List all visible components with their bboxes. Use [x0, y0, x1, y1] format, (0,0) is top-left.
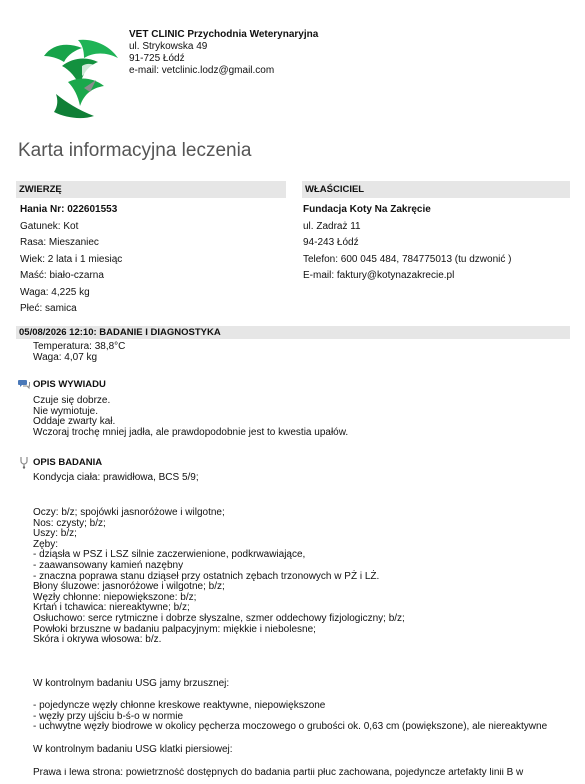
animal-age: Wiek: 2 lata i 1 miesiąc: [20, 253, 123, 265]
usg-chest-heading: W kontrolnym badaniu USG klatki piersiowej:: [33, 744, 233, 755]
interview-line: Wczoraj trochę mniej jadła, ale prawdopodobnie jest to kwestia upałów.: [33, 426, 349, 438]
visit-vitals: [33, 342, 125, 363]
interview-line: Czuje się dobrze.: [33, 395, 111, 406]
usg-abdomen-line: - pojedyncze węzły chłonne kreskowe reaktywne, niepowiększone: [33, 700, 326, 711]
exam-line: Oczy: b/z; spojówki jasnoróżowe i wilgotne;: [33, 507, 225, 518]
exam-line: Zęby:: [33, 538, 59, 550]
usg-abdomen-line: - węzły przy ujściu b-ś-o w normie: [33, 710, 184, 722]
bird-clinic-logo: [38, 36, 120, 122]
exam-findings: [33, 508, 405, 646]
interview-title: OPIS WYWIADU: [33, 378, 106, 390]
exam-line: Uszy: b/z;: [33, 528, 77, 540]
interview-section-header: [18, 378, 106, 390]
exam-line: Błony śluzowe: jasnoróżowe i wilgotne; b/z;: [33, 581, 225, 593]
exam-line: Nos: czysty; b/z;: [33, 517, 106, 529]
interview-lines: [33, 396, 348, 438]
exam-line: - znaczna poprawa stanu dziąseł przy ostatnich zębach trzonowych w PŻ i LŻ.: [33, 570, 380, 582]
usg-chest-title: [33, 745, 233, 756]
exam-line: Skóra i okrywa włosowa: b/z.: [33, 634, 162, 646]
clinic-info: [129, 29, 318, 77]
owner-details: [303, 202, 512, 285]
owner-city: 94-243 Łódź: [303, 237, 359, 248]
usg-abdomen-title: [33, 679, 229, 690]
usg-chest-findings: [33, 768, 578, 779]
animal-weight: Waga: 4,225 kg: [20, 286, 90, 298]
stethoscope-icon: [18, 456, 30, 469]
usg-chest-line: Prawa i lewa strona: powietrzność dostępnych do badania partii płuc zachowana, pojedyncze artefakty linii B w: [33, 768, 524, 778]
animal-section-header: ZWIERZĘ: [16, 181, 286, 198]
owner-phone: Telefon: 600 045 484, 784775013 (tu dzwonić ): [303, 253, 512, 265]
animal-name: Hania Nr: 022601553: [20, 204, 118, 215]
exam-line: - zaawansowany kamień nazębny: [33, 559, 184, 571]
usg-abdomen-heading: W kontrolnym badaniu USG jamy brzusznej:: [33, 678, 230, 689]
exam-line: Osłuchowo: serce rytmiczne i dobrze słyszalne, szmer oddechowy fizjologiczny; b/z;: [33, 612, 405, 624]
owner-email: E-mail: faktury@kotynazakrecie.pl: [303, 270, 455, 281]
animal-species: Gatunek: Kot: [20, 220, 79, 232]
visit-weight: Waga: 4,07 kg: [33, 351, 98, 363]
exam-section-header: [18, 456, 102, 469]
animal-sex: Płeć: samica: [20, 303, 77, 314]
chat-icon: [18, 378, 30, 390]
exam-line: - dziąsła w PSZ i LSZ silnie zaczerwienione, podkrwawiające,: [33, 549, 306, 561]
exam-condition: [33, 473, 199, 484]
owner-name: Fundacja Koty Na Zakręcie: [303, 204, 431, 215]
owner-section-header: WŁAŚCICIEL: [302, 181, 570, 198]
visit-header: 05/08/2026 12:10: BADANIE I DIAGNOSTYKA: [16, 326, 570, 339]
interview-line: Oddaje zwarty kał.: [33, 416, 116, 428]
animal-color: Maść: biało-czarna: [20, 270, 104, 281]
exam-line: Węzły chłonne: niepowiększone: b/z;: [33, 591, 197, 603]
exam-condition-line: Kondycja ciała: prawidłowa, BCS 5/9;: [33, 472, 199, 483]
exam-line: Krtań i tchawica: niereaktywne; b/z;: [33, 602, 190, 614]
clinic-email: e-mail: vetclinic.lodz@gmail.com: [129, 65, 275, 76]
clinic-city: 91-725 Łódź: [129, 53, 185, 64]
interview-line: Nie wymiotuje.: [33, 405, 99, 417]
exam-title: OPIS BADANIA: [33, 457, 103, 468]
usg-abdomen-findings: [33, 701, 547, 733]
visit-temperature: Temperatura: 38,8°C: [33, 341, 126, 352]
clinic-name: VET CLINIC Przychodnia Weterynaryjna: [129, 29, 319, 40]
clinic-street: ul. Strykowska 49: [129, 41, 208, 52]
animal-details: [20, 202, 122, 318]
owner-street: ul. Zadraż 11: [303, 220, 361, 232]
document-title: Karta informacyjna leczenia: [18, 140, 252, 161]
animal-breed: Rasa: Mieszaniec: [20, 237, 99, 248]
exam-line: Powłoki brzuszne w badaniu palpacyjnym: miękkie i niebolesne;: [33, 623, 316, 635]
usg-abdomen-line: - uchwytne węzły biodrowe w okolicy pęcherza moczowego o grubości ok. 0,63 cm (powiększone), ale niereaktywne: [33, 721, 548, 733]
